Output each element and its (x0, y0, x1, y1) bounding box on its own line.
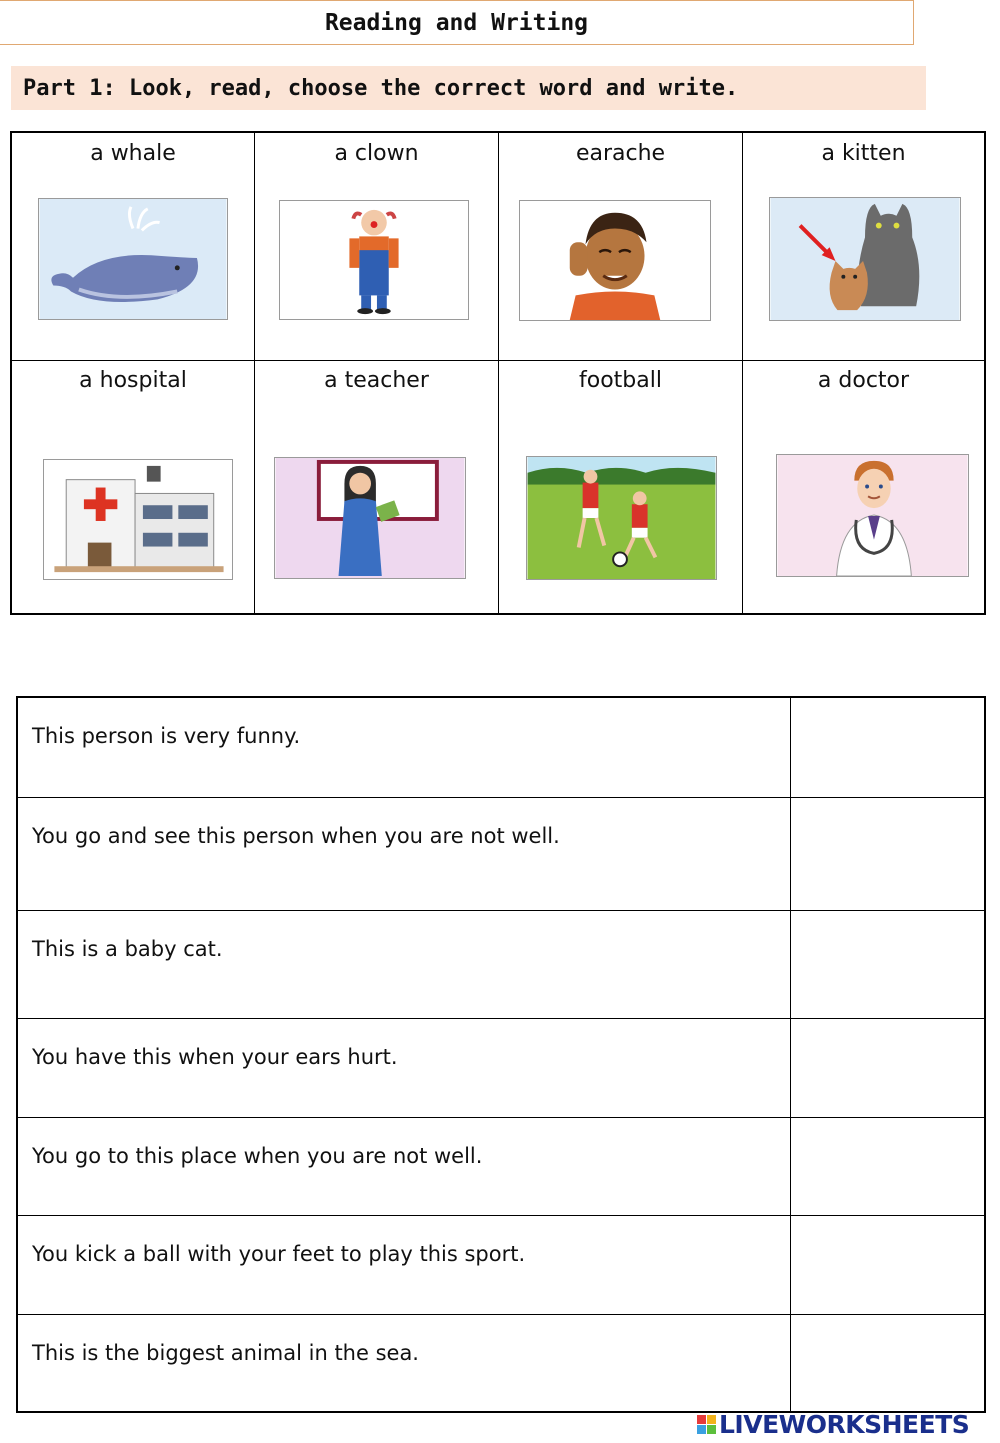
picture-cell (255, 133, 499, 361)
question-text: You go to this place when you are not well. (32, 1144, 483, 1168)
questions-table (16, 696, 986, 1413)
question-row (18, 1018, 984, 1118)
answer-cell[interactable] (790, 1118, 984, 1216)
answer-cell[interactable] (790, 798, 984, 912)
question-row (18, 797, 984, 912)
answer-cell[interactable] (790, 911, 984, 1019)
whale-icon (38, 198, 228, 320)
brand-logo[interactable] (697, 1410, 969, 1438)
logo-icon (697, 1415, 716, 1434)
question-text: You have this when your ears hurt. (32, 1045, 398, 1069)
picture-cell (743, 133, 984, 361)
question-text: You kick a ball with your feet to play this sport. (32, 1242, 526, 1266)
question-text: This person is very funny. (32, 724, 301, 748)
hospital-icon (43, 459, 233, 580)
answer-cell[interactable] (790, 1315, 984, 1411)
picture-label: a teacher (324, 368, 429, 393)
question-text: This is the biggest animal in the sea. (32, 1341, 419, 1365)
question-row (18, 1314, 984, 1411)
teacher-icon (274, 457, 466, 579)
doctor-icon (776, 454, 969, 577)
earache-boy-icon (519, 200, 711, 321)
picture-cell (255, 361, 499, 613)
answer-cell[interactable] (790, 698, 984, 798)
picture-label: a hospital (79, 368, 187, 393)
question-row (18, 910, 984, 1019)
picture-grid (10, 131, 986, 615)
football-icon (526, 456, 717, 580)
brand-text: LIVEWORKSHEETS (719, 1409, 970, 1439)
picture-label: a clown (334, 141, 419, 166)
picture-label: a kitten (821, 141, 906, 166)
question-row (18, 1215, 984, 1315)
picture-cell (12, 133, 255, 361)
question-text: This is a baby cat. (32, 937, 223, 961)
picture-cell (499, 361, 743, 613)
picture-label: earache (575, 141, 666, 166)
clown-icon (279, 200, 469, 320)
picture-label: football (579, 368, 662, 393)
worksheet-title: Reading and Writing (0, 0, 914, 45)
part-instruction: Part 1: Look, read, choose the correct word and write. (11, 66, 926, 110)
question-row (18, 698, 984, 798)
answer-cell[interactable] (790, 1019, 984, 1118)
picture-cell (743, 361, 984, 613)
question-row (18, 1117, 984, 1216)
picture-label: a doctor (817, 368, 910, 393)
picture-label: a whale (90, 141, 176, 166)
kitten-icon (769, 197, 961, 321)
picture-cell (499, 133, 743, 361)
picture-cell (12, 361, 255, 613)
answer-cell[interactable] (790, 1216, 984, 1315)
question-text: You go and see this person when you are not well. (32, 824, 560, 848)
